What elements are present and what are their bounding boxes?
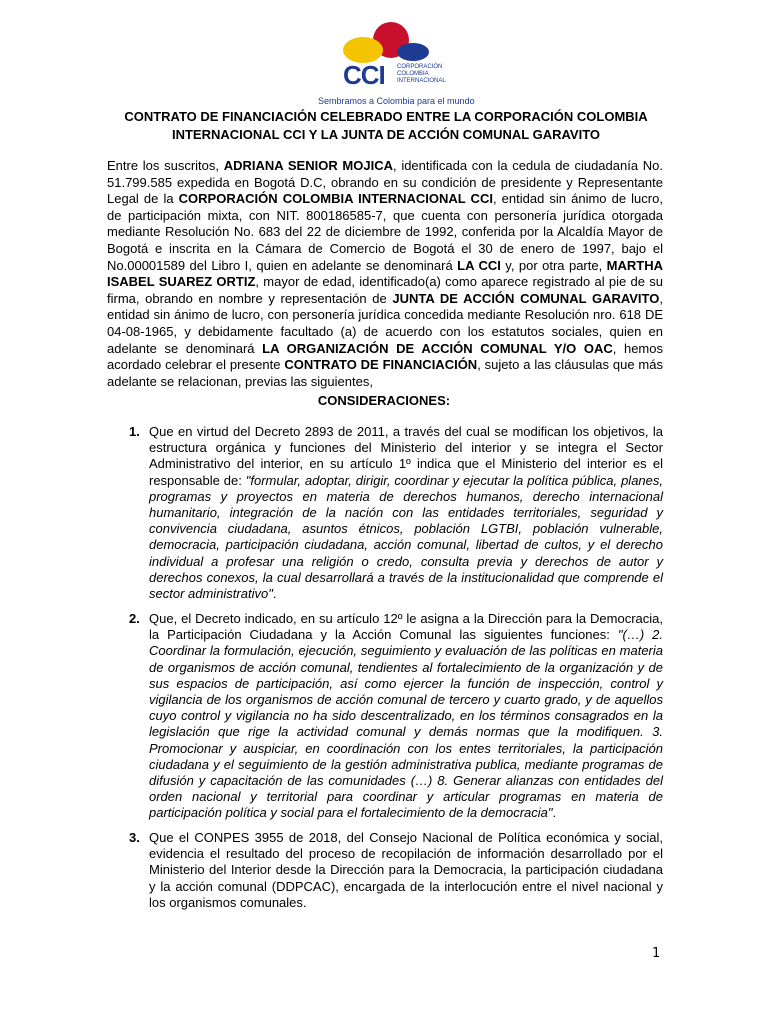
item-number: 2. [129,611,140,626]
text-run: Que en virtud del Decreto 2893 de 2011, a través del cual se modifican los objetivos, la estructura orgánica y funciones del Ministerio del interior y se integra el Sector Administrativo del interior, en su artículo 1º indica que el Ministerio del interior es el responsable de: [149,424,663,488]
text-run: , identificada con la cedula de ciudadanía No. 51.799.585 expedida en Bogotá D.C, obrando en su condición de presidente y Representante Legal de la [107,158,663,207]
item-body [149,424,663,602]
item-number: 1. [129,424,140,439]
contract-title: CONTRATO DE FINANCIACIÓN CELEBRADO ENTRE LA CORPORACIÓN COLOMBIA INTERNACIONAL CCI Y LA JUNTA DE ACCIÓN COMUNAL GARAVITO [124,109,648,142]
text-run: , hemos acordado celebrar el presente [107,340,663,373]
bold-text-run: LA CCI [457,257,501,273]
logo-brand: CCI [343,60,385,90]
bold-text-run: ADRIANA SENIOR MOJICA [223,158,393,173]
logo-tagline: Sembramos a Colombia para el mundo [318,96,475,106]
logo-brand-sub: CORPORACIÓN COLOMBIA INTERNACIONAL [397,64,446,84]
bold-text-run: CORPORACIÓN COLOMBIA INTERNACIONAL CCI [178,191,493,207]
text-run: Que, el Decreto indicado, en su artículo 12º le asigna a la Dirección para la Democracia, la Participación Ciudadana y la Acción Comunal las siguientes funciones: [149,611,663,643]
considerations-heading: CONSIDERACIONES: [317,393,451,408]
text-run: , entidad sin ánimo de lucro, de participación mixta, con NIT. 800186585-7, que cuenta con personería jurídica otorgada mediante Resolución No. 683 del 22 de diciembre de 1992, conferida por la Alcaldía Mayor de Bogotá e inscrita en la Cámara de Comercio de Bogotá el 30 de enero de 1997, bajo el No.00001589 del Libro I, quien en adelante se denominará [107,191,663,273]
text-run: , mayor de edad, identificado(a) como aparece registrado al pie de su firma, obrando en nombre y representación de [107,274,663,306]
quoted-text-run: "formular, adoptar, dirigir, coordinar y ejecutar la política pública, planes, programas y proyectos en materia de derechos humanos, derecho internacional humanitario, integración de la nación con las entidades territoriales, seguridad y convivencia ciudadana, asuntos étnicos, población LGTBI, población vulnerable, democracia, participación ciudadana, acción comunal, libertad de cultos, y el derecho individual a profesar una religión o credo, consulta previa y derechos de autor y derechos conexos, la cual desarrollará a través de la institucionalidad que comprende el sector administrativo" [149,472,663,602]
text-run: . [552,805,557,821]
page-number: 1 [652,946,661,961]
item-body [149,830,663,911]
item-number: 3. [129,830,140,845]
quoted-text-run: "(…) 2. Coordinar la formulación, ejecución, seguimiento y evaluación de las políticas en materia de organismos de acción comunal, tendientes al fortalecimiento de la organización y de sus espacios de participación, así como ejercer la función de inspección, control y vigilancia de los organismos de acción comunal de tercero y cuarto grado, y de aquellos cuyo control y vigilancia no ha sido descentralizado, en los términos consagrados en la legislación que rige la actividad comunal y demás normas que la modifiquen. 3. Promocionar y auspiciar, en coordinación con los entes territoriales, la participación ciudadana y el seguimiento de la gestión administrativa publica, mediante programas de difusión y capacitación de las comunidades (…) 8. Generar alianzas con entidades del orden nacional y territorial para coordinar y articular programas en materia de participación política y social para el fortalecimiento de la democracia" [149,627,663,821]
cci-logo [313,18,475,110]
bold-text-run: MARTHA ISABEL SUAREZ ORTIZ [107,257,663,290]
bold-text-run: LA ORGANIZACIÓN DE ACCIÓN COMUNAL Y/O OAC [262,340,613,356]
text-run: . [272,586,277,602]
intro-paragraph [107,158,663,390]
text-run: y, por otra parte, [500,257,607,273]
text-run: Que el CONPES 3955 de 2018, del Consejo Nacional de Política económica y social, evidencia el resultado del proceso de recopilación de información desarrollado por el Ministerio del Interior desde la Dirección para la Democracia, la participación ciudadana y la acción comunal (DDPCAC), encargada de la interlocución entre el nivel nacional y los organismos comunales. [149,830,663,910]
item-body [149,611,663,822]
text-run: , sujeto a las cláusulas que más adelante se relacionan, previas las siguientes, [107,357,663,389]
bold-text-run: CONTRATO DE FINANCIACIÓN [284,357,478,373]
text-run: Entre los suscritos, [107,158,224,173]
text-run: , entidad sin ánimo de lucro, con personería jurídica concedida mediante Resolución nro. 618 DE 04-08-1965, y debidamente facultado (a) de acuerdo con los estatutos sociales, quien en adelante se denominará [107,290,663,356]
bold-text-run: JUNTA DE ACCIÓN COMUNAL GARAVITO [392,290,660,306]
